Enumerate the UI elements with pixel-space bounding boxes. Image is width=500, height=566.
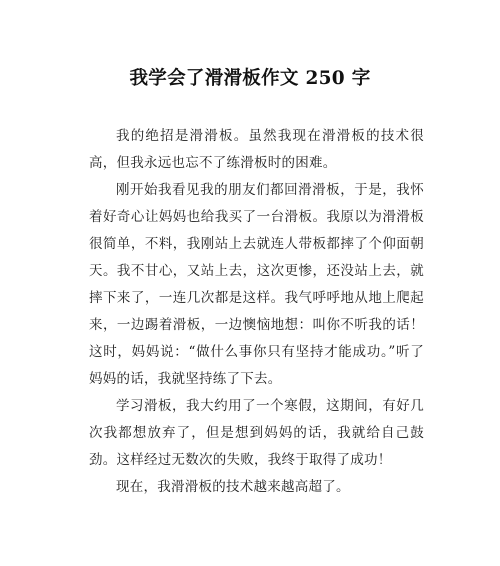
paragraph-1: 我的绝招是滑滑板。虽然我现在滑滑板的技术很高，但我永远也忘不了练滑板时的困难。 [89, 128, 424, 171]
document-title: 我学会了滑滑板作文 250 字 [129, 68, 371, 89]
paragraph-4: 现在，我滑滑板的技术越来越高超了。 [116, 479, 350, 495]
paragraph-2: 刚开始我看见我的朋友们都回滑滑板，于是，我怀着好奇心让妈妈也给我买了一台滑板。我原以为滑滑板很简单，不料，我刚站上去就连人带板都摔了个仰面朝天。我不甘心，又站上去，这次更惨，还没站上去，就摔下来了，一连几次都是这样。我气呼呼地从地上爬起来，一边踢着滑板，一边懊恼地想：叫你不听我的话！这时，妈妈说：“做什么事你只有坚持才能成功。”听了妈妈的话，我就坚持练了下去。 [89, 182, 424, 387]
document-body [89, 123, 424, 501]
paragraph-3: 学习滑板，我大约用了一个寒假，这期间，有好几次我都想放弃了，但是想到妈妈的话，我就给自己鼓劲。这样经过无数次的失败，我终于取得了成功！ [89, 398, 424, 468]
